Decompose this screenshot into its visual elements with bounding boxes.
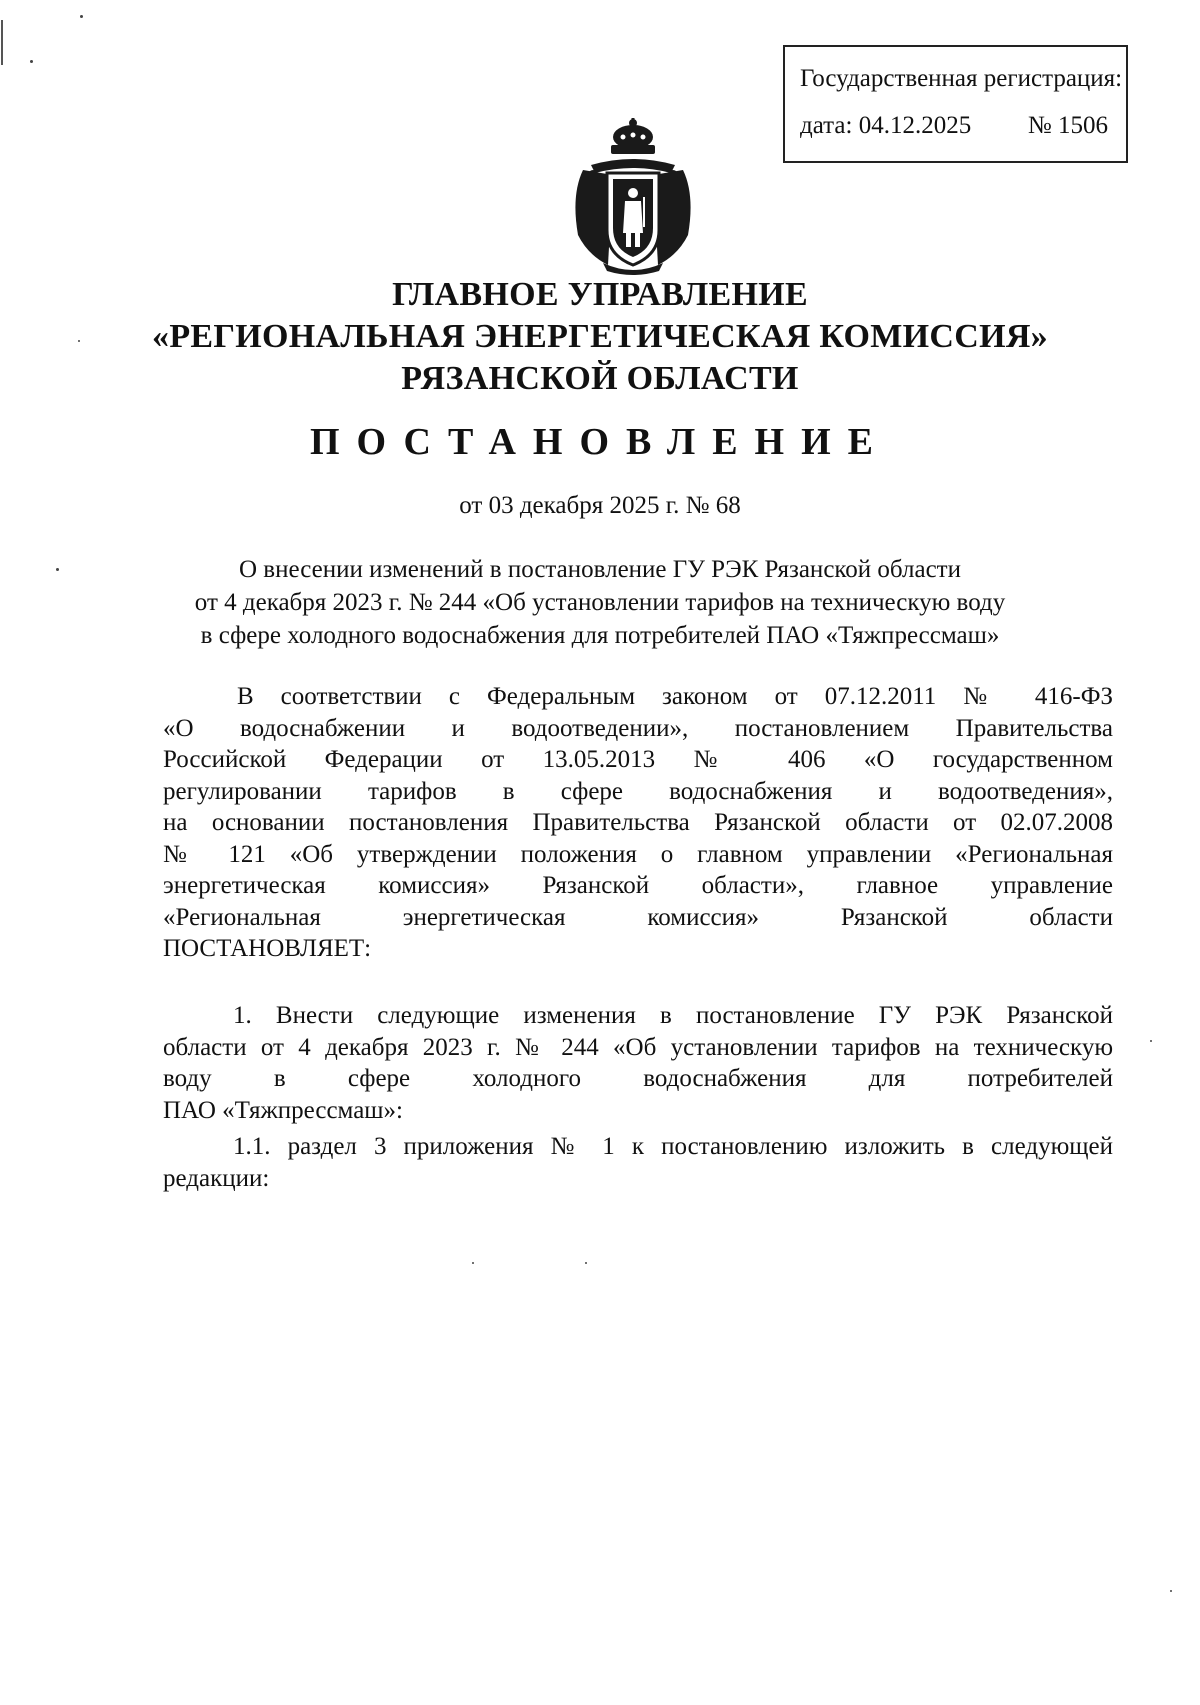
subject-line-3: в сфере холодного водоснабжения для потребителей ПАО «Тяжпрессмаш» <box>200 622 1000 649</box>
preamble-line: регулировании тарифов в сфере водоснабжения и водоотведения», <box>163 777 1113 805</box>
item-1-1-line: 1.1. раздел 3 приложения № 1 к постановлению изложить в следующей <box>233 1133 1113 1160</box>
preamble-line: В соответствии с Федеральным законом от 07.12.2011 № 416-ФЗ <box>237 683 1113 710</box>
scan-speck <box>1150 1040 1152 1042</box>
registration-title: Государственная регистрация: <box>800 65 1123 92</box>
preamble-line: на основании постановления Правительства Рязанской области от 02.07.2008 <box>163 809 1113 836</box>
registration-date: дата: 04.12.2025 <box>800 112 972 139</box>
preamble-paragraph <box>163 681 1113 965</box>
ryazan-coat-of-arms-icon <box>563 115 703 275</box>
scan-speck <box>30 60 33 63</box>
subject-line-2: от 4 декабря 2023 г. № 244 «Об установлении тарифов на техническую воду <box>194 589 1006 616</box>
document-type-title: ПОСТАНОВЛЕНИЕ <box>309 421 891 463</box>
scan-speck <box>80 15 83 18</box>
agency-name-line-1: ГЛАВНОЕ УПРАВЛЕНИЕ <box>392 276 808 313</box>
registration-stamp <box>783 45 1128 163</box>
item-1-line: воду в сфере холодного водоснабжения для потребителей <box>163 1065 1113 1092</box>
scan-speck <box>56 568 59 571</box>
item-1-line: ПАО «Тяжпрессмаш»: <box>163 1096 403 1124</box>
preamble-line: энергетическая комиссия» Рязанской области», главное управление <box>163 872 1113 899</box>
scan-speck <box>78 340 80 342</box>
preamble-line: ПОСТАНОВЛЯЕТ: <box>163 935 372 962</box>
preamble-line: «О водоснабжении и водоотведении», постановлением Правительства <box>163 714 1113 742</box>
item-1-1-paragraph <box>163 1131 1113 1194</box>
scan-speck <box>585 1262 587 1264</box>
item-1-line: 1. Внести следующие изменения в постановление ГУ РЭК Рязанской <box>233 1002 1113 1029</box>
item-1-paragraph <box>163 1000 1113 1126</box>
registration-number: № 1506 <box>1027 112 1108 139</box>
scan-speck <box>472 1262 474 1264</box>
agency-name-line-3: РЯЗАНСКОЙ ОБЛАСТИ <box>401 360 799 397</box>
preamble-line: № 121 «Об утверждении положения о главном управлении «Региональная <box>163 840 1113 868</box>
scan-speck <box>1170 1590 1172 1592</box>
subject-line-1: О внесении изменений в постановление ГУ РЭК Рязанской области <box>239 556 961 583</box>
agency-name-line-2: «РЕГИОНАЛЬНАЯ ЭНЕРГЕТИЧЕСКАЯ КОМИССИЯ» <box>152 318 1048 355</box>
item-1-line: области от 4 декабря 2023 г. № 244 «Об установлении тарифов на техническую <box>163 1033 1113 1061</box>
preamble-line: Российской Федерации от 13.05.2013 № 406 «О государственном <box>163 746 1113 773</box>
preamble-line: «Региональная энергетическая комиссия» Рязанской области <box>163 903 1113 931</box>
item-1-1-line: редакции: <box>163 1164 270 1192</box>
document-date-number: от 03 декабря 2025 г. № 68 <box>459 492 741 519</box>
scan-edge-mark <box>1 20 3 65</box>
